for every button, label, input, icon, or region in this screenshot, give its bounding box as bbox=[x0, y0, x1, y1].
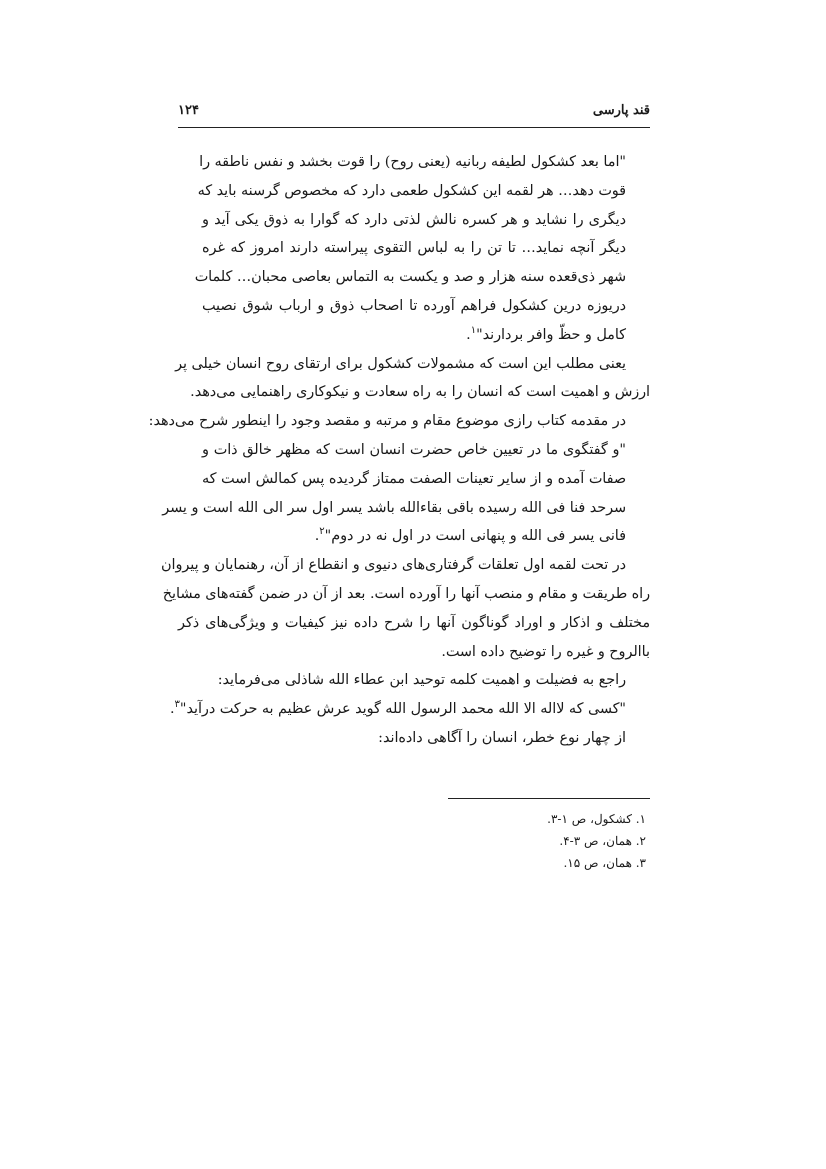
paragraph-line: یعنی مطلب این است که مشمولات کشکول برای ارتقای روح انسان خیلی پر bbox=[175, 355, 626, 372]
quote-line: کامل و حظّ وافر بردارند"$^۱$. bbox=[466, 325, 626, 343]
quote-line: قوت دهد… هر لقمه این کشکول طعمی دارد که مخصوص گرسنه باید که bbox=[197, 182, 626, 199]
footnote-ref-3[interactable]: ۳ bbox=[174, 699, 180, 711]
body-text bbox=[148, 148, 650, 753]
paragraph-line: باالروح و غیره را توضیح داده است. bbox=[441, 643, 650, 660]
quote-line: صفات آمده و از سایر تعینات الصفت ممتاز گردیده پس کمالش است که bbox=[202, 470, 626, 487]
footnote-ref-1[interactable]: ۱ bbox=[470, 325, 477, 337]
quote-line: "و گفتگوی ما در تعیین خاص حضرت انسان است که مظهر خالق ذات و bbox=[202, 441, 626, 458]
quote-text: "کسی که لااله الا الله محمد الرسول الله گوید عرش عظیم به حرکت درآید" bbox=[179, 701, 626, 718]
journal-title: قند پارسی bbox=[592, 103, 650, 118]
quote-text: کامل و حظّ وافر بردارند" bbox=[476, 326, 626, 343]
footnote-3: ۳. همان، ص ۱۵. bbox=[563, 856, 646, 870]
paragraph-2: در مقدمه کتاب رازی موضوع مقام و مرتبه و مقصد وجود را اینطور شرح می‌دهد: bbox=[148, 413, 626, 430]
paragraph-line: در تحت لقمه اول تعلقات گرفتاری‌های دنیوی و انقطاع از آن، رهنمایان و پیروان bbox=[161, 557, 626, 574]
quote-text: فانی یسر فی الله و پنهانی است در اول نه در دوم" bbox=[324, 528, 626, 545]
quote-line: دریوزه درین کشکول فراهم آورده تا اصحاب ذوق و ارباب شوق نصیب bbox=[202, 297, 626, 314]
quote-line: دیگر آنچه نماید… تا تن را به لباس التقوی پیراسته دارند امروز که غره bbox=[202, 240, 626, 257]
footnotes bbox=[178, 808, 650, 874]
footnote-1: ۱. کشکول، ص ۱-۳. bbox=[547, 812, 646, 826]
quote-block-1 bbox=[178, 148, 650, 350]
footnote-2: ۲. همان، ص ۳-۴. bbox=[559, 834, 646, 848]
quote-block-3: "کسی که لااله الا الله محمد الرسول الله گوید عرش عظیم به حرکت درآید"$^۳$. bbox=[169, 699, 626, 718]
quote-line: سرحد فنا فی الله رسیده باقی بقاءالله باشد یسر اول سر الی الله است و یسر bbox=[162, 499, 626, 516]
quote-line: دیگری را نشاید و هر کسره نالش لذتی دارد که گوارا به ذوق یکی آید و bbox=[202, 211, 626, 228]
paragraph-line: ارزش و اهمیت است که انسان را به راه سعادت و نیکوکاری راهنمایی می‌دهد. bbox=[190, 384, 650, 401]
paragraph-5: از چهار نوع خطر، انسان را آگاهی داده‌اند: bbox=[378, 729, 626, 746]
paragraph-line: راه طریقت و مقام و منصب آنها را آورده است. بعد از آن در ضمن گفته‌های مشایخ bbox=[162, 585, 650, 602]
paragraph-line: مختلف و اذکار و اوراد گوناگون آنها را شرح داده نیز کیفیات و ویژگی‌های ذکر bbox=[178, 614, 650, 631]
quote-line: شهر ذی‌قعده سنه هزار و صد و یکست به التماس بعاصی محبان… کلمات bbox=[194, 269, 626, 286]
quote-block-2 bbox=[162, 436, 650, 551]
footnote-divider bbox=[448, 798, 650, 799]
page-header bbox=[178, 101, 650, 128]
quote-line: "اما بعد کشکول لطیفه ربانیه (یعنی روح) را قوت بخشد و نفس ناطقه را bbox=[199, 154, 626, 170]
footnote-ref-2[interactable]: ۲ bbox=[319, 526, 325, 538]
paragraph-3 bbox=[161, 551, 650, 666]
paragraph-4: راجع به فضیلت و اهمیت کلمه توحید ابن عطاء الله شاذلی می‌فرماید: bbox=[217, 672, 626, 689]
quote-line: فانی یسر فی الله و پنهانی است در اول نه در دوم"$^۲$. bbox=[314, 526, 626, 545]
paragraph-1 bbox=[175, 350, 650, 408]
page-number: ۱۲۴ bbox=[178, 103, 199, 118]
